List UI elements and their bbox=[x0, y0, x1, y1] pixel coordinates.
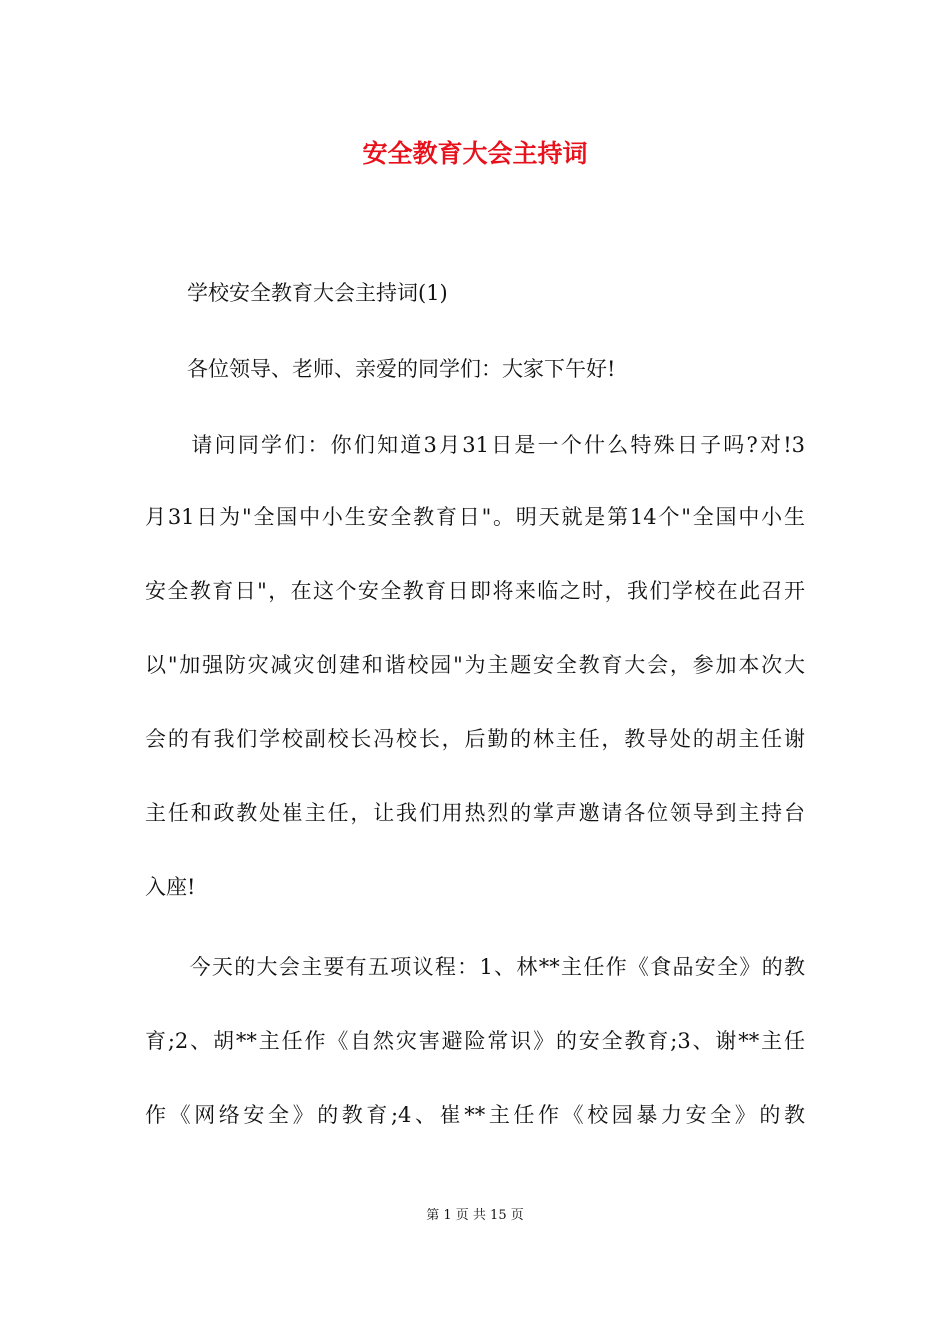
text-line: 今天的大会主要有五项议程：1、林**主任作《食品安全》的教 bbox=[145, 955, 805, 979]
text-line: 各位领导、老师、亲爱的同学们：大家下午好! bbox=[145, 357, 616, 381]
text-line: 月31日为"全国中小生安全教育日"。明天就是第14个"全国中小生 bbox=[145, 505, 805, 529]
text-line: 入座! bbox=[145, 875, 196, 899]
text-line: 以"加强防灾减灾创建和谐校园"为主题安全教育大会，参加本次大 bbox=[145, 653, 805, 677]
document-title: 安全教育大会主持词 bbox=[362, 139, 588, 168]
text-line: 主任和政教处崔主任，让我们用热烈的掌声邀请各位领导到主持台 bbox=[145, 801, 805, 825]
text-line: 会的有我们学校副校长冯校长，后勤的林主任，教导处的胡主任谢 bbox=[145, 727, 805, 751]
text-line: 育;2、胡**主任作《自然灾害避险常识》的安全教育;3、谢**主任 bbox=[145, 1029, 805, 1053]
text-line: 安全教育日"，在这个安全教育日即将来临之时，我们学校在此召开 bbox=[145, 579, 805, 603]
text-line: 作《网络安全》的教育;4、崔**主任作《校园暴力安全》的教 bbox=[145, 1103, 805, 1127]
text-line: 请问同学们：你们知道3月31日是一个什么特殊日子吗?对!3 bbox=[145, 433, 805, 457]
page-footer: 第 1 页 共 15 页 bbox=[426, 1208, 524, 1223]
text-line: 学校安全教育大会主持词(1) bbox=[145, 281, 448, 305]
